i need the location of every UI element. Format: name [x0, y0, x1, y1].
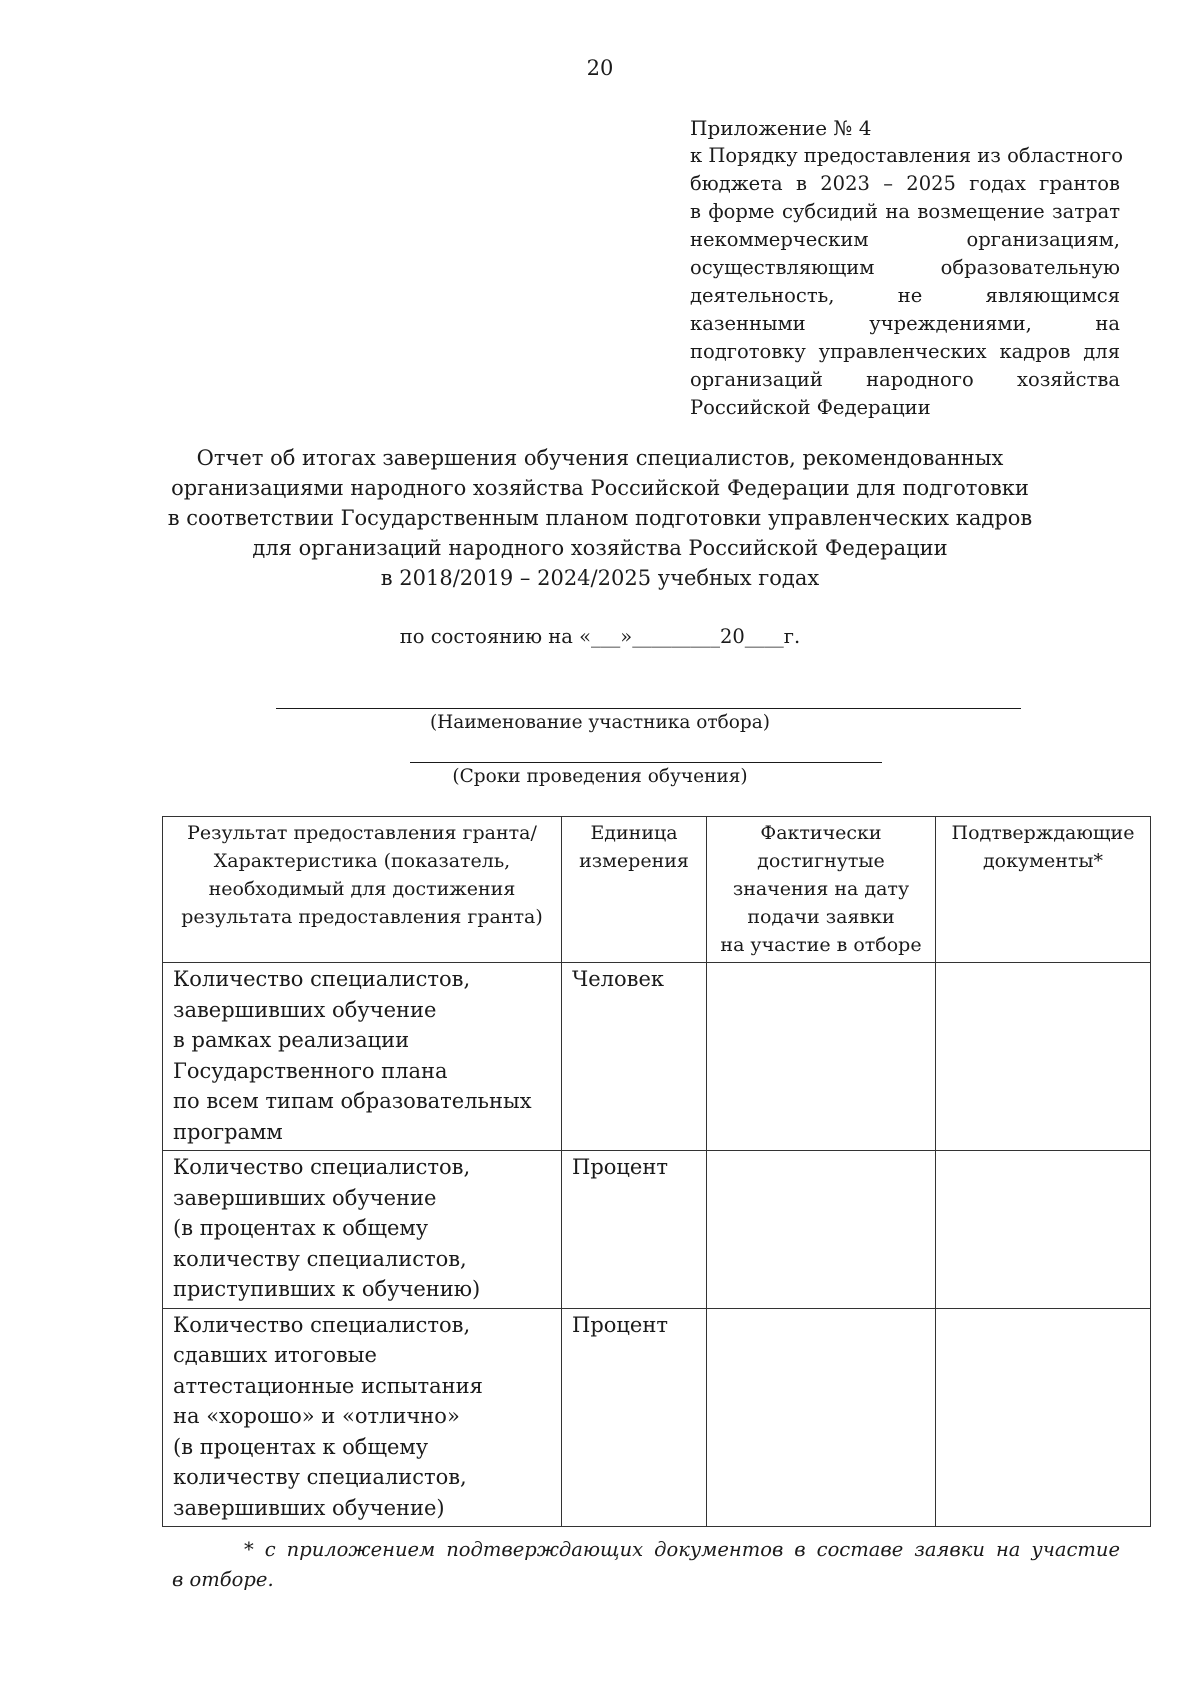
cell-unit: Процент [562, 1308, 707, 1527]
training-period-blank [410, 762, 882, 763]
report-title-line: Отчет об итогах завершения обучения специалистов, рекомендованных [196, 446, 1004, 470]
header-actual-values: Фактически достигнутые значения на дату подачи заявки на участие в отборе [707, 817, 936, 963]
training-period-caption: (Сроки проведения обучения) [452, 766, 748, 787]
cell-unit: Человек [562, 963, 707, 1151]
cell-actual-value [707, 1151, 936, 1309]
header-supporting-documents: Подтверждающие документы* [936, 817, 1151, 963]
cell-actual-value [707, 1308, 936, 1527]
report-title-line: организациями народного хозяйства Российской Федерации для подготовки [171, 476, 1029, 500]
cell-documents [936, 963, 1151, 1151]
participant-name-caption: (Наименование участника отбора) [429, 712, 771, 733]
header-unit: Единица измерения [562, 817, 707, 963]
footnote-line: * с приложением подтверждающих документов в составе заявки на участие [244, 1538, 1120, 1561]
cell-result: Количество специалистов, завершивших обучение в рамках реализации Государственного плана по всем типам образовательных программ [163, 963, 562, 1151]
appendix-line: к Порядку предоставления из областного [690, 144, 1124, 167]
report-title-line: для организаций народного хозяйства Российской Федерации [252, 536, 948, 560]
report-title-line: в соответствии Государственным планом подготовки управленческих кадров [167, 506, 1033, 530]
cell-documents [936, 1308, 1151, 1527]
footnote [172, 1535, 1120, 1595]
appendix-line: осуществляющим образовательную [690, 256, 1120, 279]
cell-documents [936, 1151, 1151, 1309]
appendix-line: Российской Федерации [690, 396, 931, 419]
appendix-line: некоммерческим организациям, [690, 228, 1120, 251]
appendix-line: в форме субсидий на возмещение затрат [690, 200, 1120, 223]
cell-result: Количество специалистов, сдавших итоговые аттестационные испытания на «хорошо» и «отлично» (в процентах к общему количеству специалистов, завершивших обучение) [163, 1308, 562, 1527]
cell-result: Количество специалистов, завершивших обучение (в процентах к общему количеству специалистов, приступивших к обучению) [163, 1151, 562, 1309]
table-row [163, 963, 1151, 1151]
participant-name-blank [276, 708, 1021, 709]
appendix-reference [690, 142, 1124, 422]
table-row [163, 1308, 1151, 1527]
table-header-row [163, 817, 1151, 963]
results-table [162, 816, 1151, 1527]
appendix-line: организаций народного хозяйства [690, 368, 1120, 391]
as-of-date-line: по состоянию на «___»_________20____г. [399, 625, 801, 648]
appendix-line: подготовку управленческих кадров для [690, 340, 1120, 363]
appendix-line: казенными учреждениями, на [690, 312, 1120, 335]
appendix-line: деятельность, не являющимся [690, 284, 1120, 307]
header-result: Результат предоставления гранта/ Характеристика (показатель, необходимый для достижения результата предоставления гранта) [163, 817, 562, 963]
table-row [163, 1151, 1151, 1309]
cell-unit: Процент [562, 1151, 707, 1309]
page-number: 20 [586, 56, 614, 80]
cell-actual-value [707, 963, 936, 1151]
report-title-line: в 2018/2019 – 2024/2025 учебных годах [380, 566, 820, 590]
appendix-line: бюджета в 2023 – 2025 годах грантов [690, 172, 1120, 195]
appendix-title: Приложение № 4 [690, 116, 872, 140]
report-title [150, 443, 1050, 593]
footnote-line: в отборе. [172, 1568, 274, 1591]
